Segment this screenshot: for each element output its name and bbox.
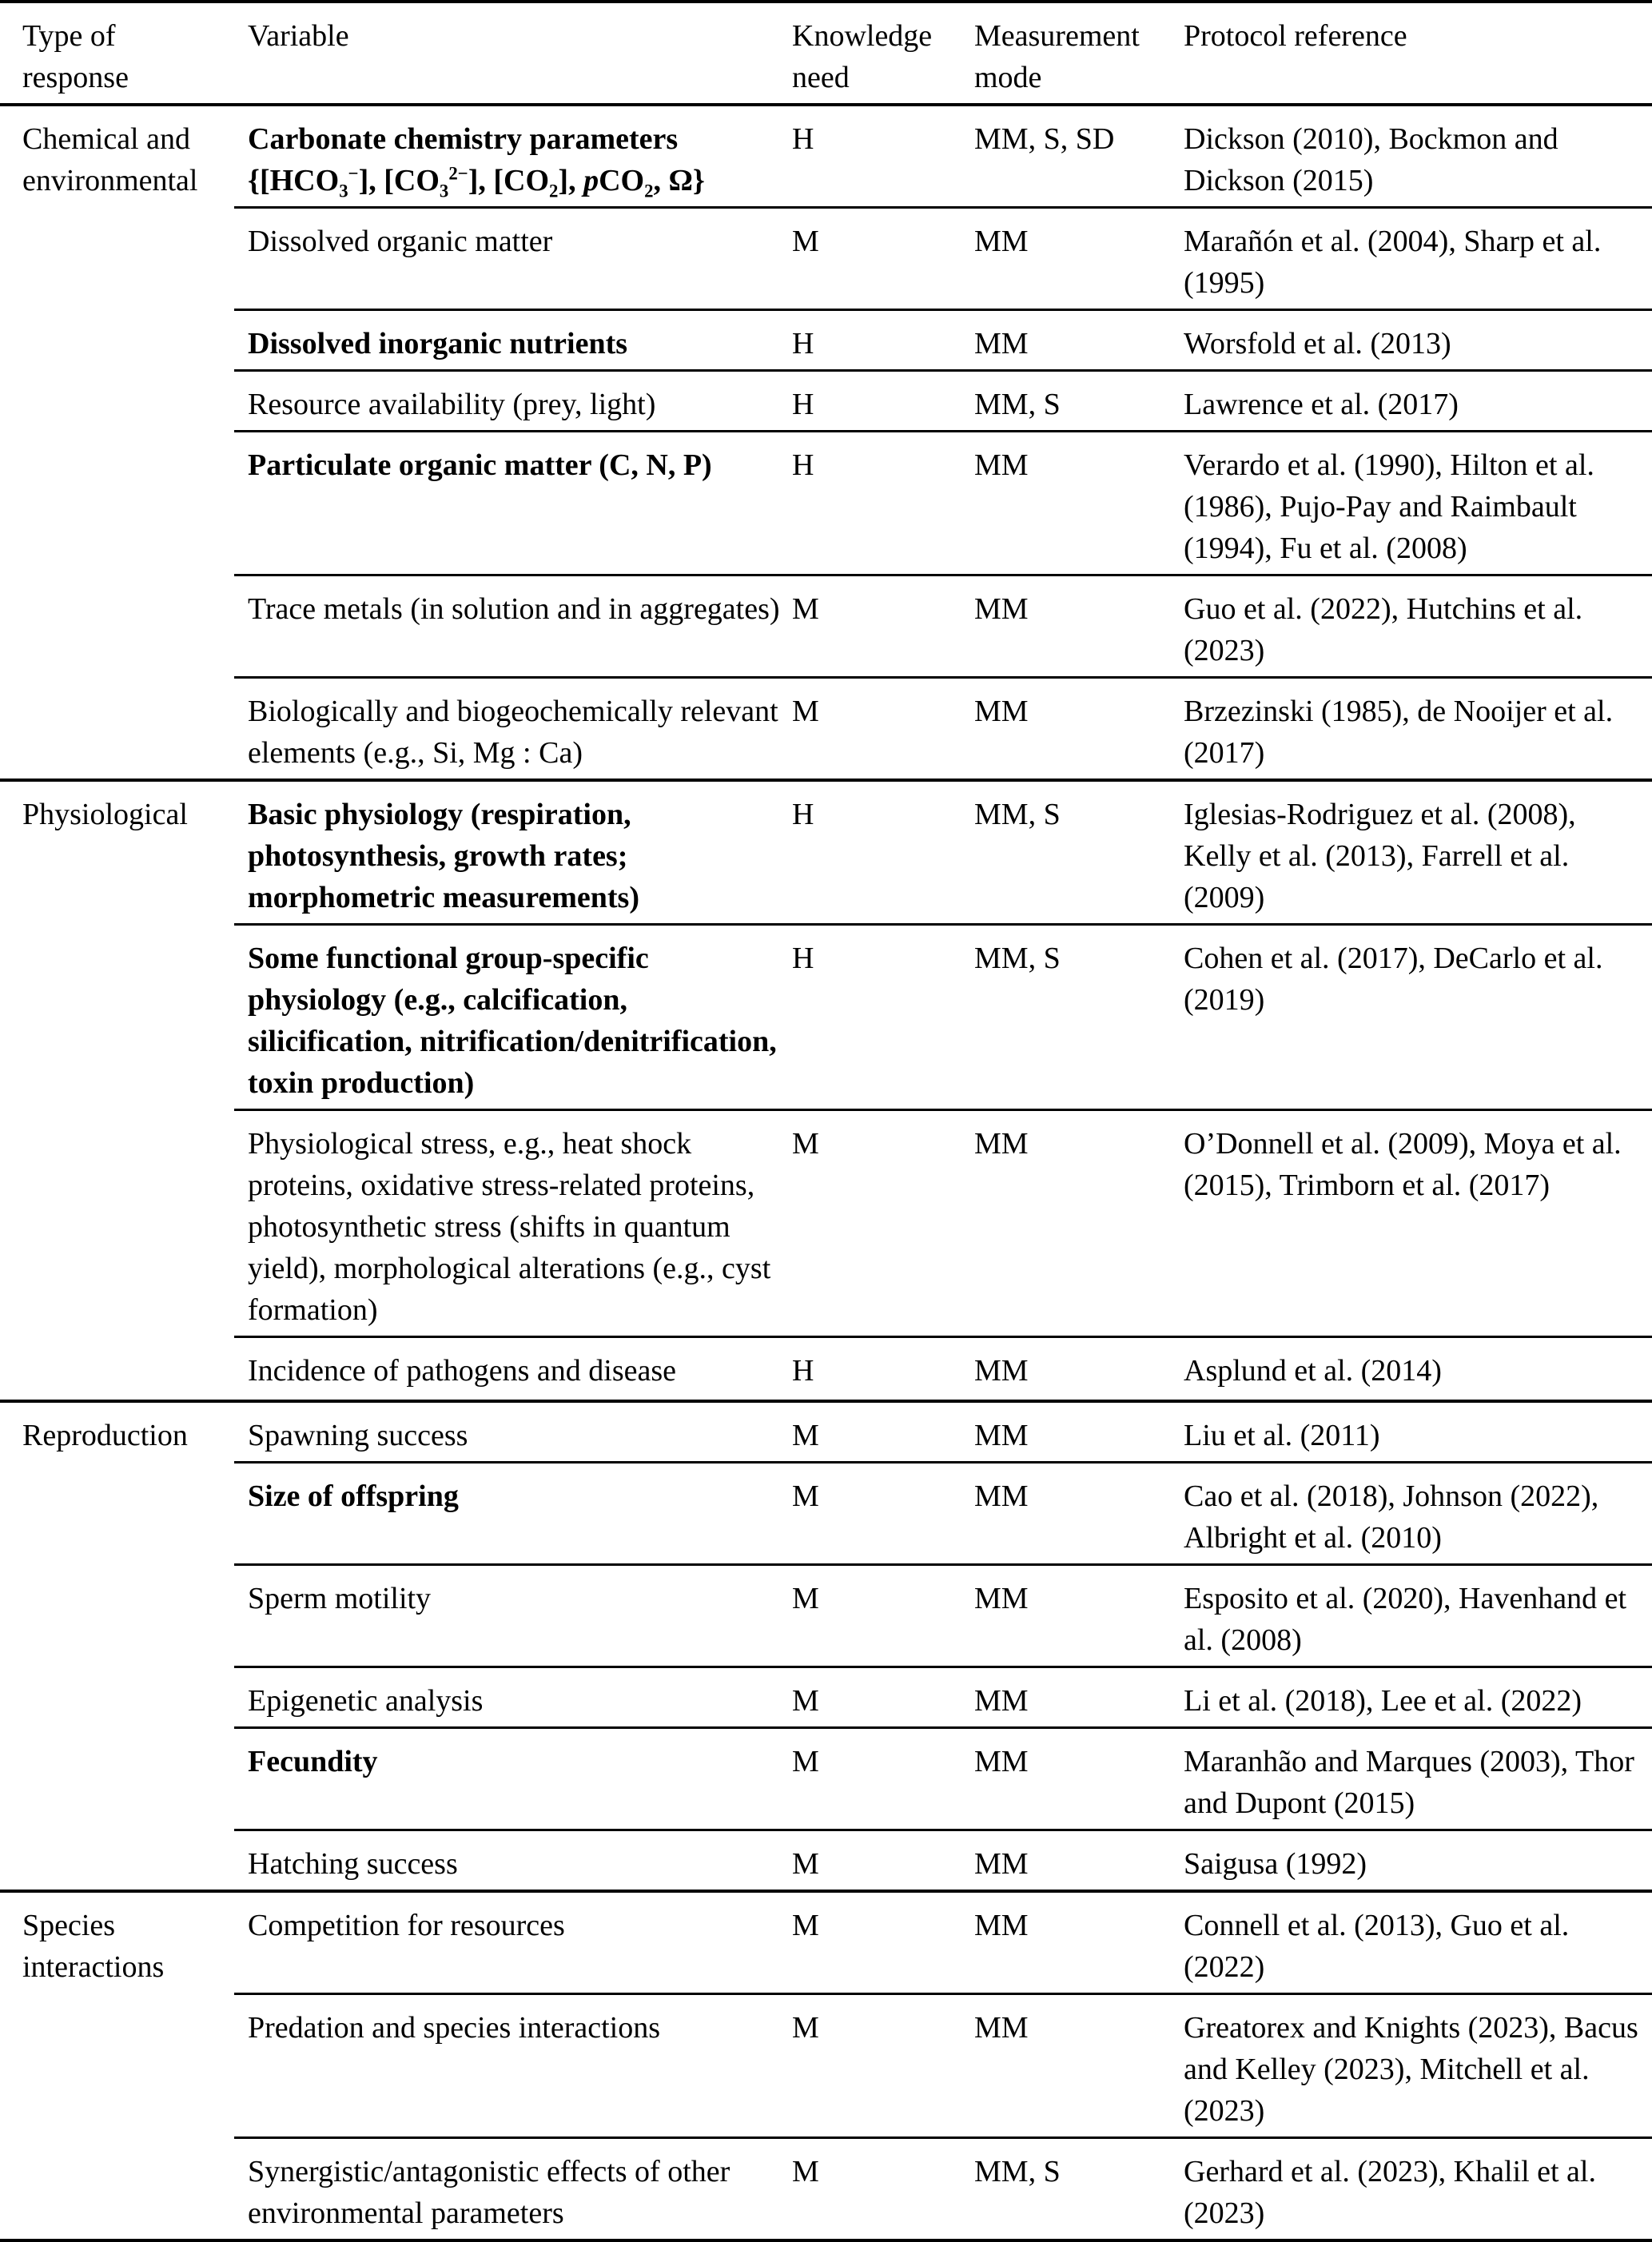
cell-variable: Basic physiology (respiration, photosynthesis, growth rates; morphometric measurements) bbox=[234, 780, 792, 925]
table-row bbox=[0, 1830, 1652, 1891]
cell-knowledge-need: M bbox=[792, 208, 974, 310]
cell-knowledge-need: H bbox=[792, 1337, 974, 1401]
cell-knowledge-need: M bbox=[792, 1110, 974, 1337]
table-row bbox=[0, 1462, 1652, 1564]
cell-variable: Physiological stress, e.g., heat shock proteins, oxidative stress-related proteins, photosynthetic stress (shifts in quantum yield), morphological alterations (e.g., cyst formation) bbox=[234, 1110, 792, 1337]
column-header-type-of-response: Type of response bbox=[0, 2, 234, 105]
cell-variable: Sperm motility bbox=[234, 1564, 792, 1667]
cell-protocol-reference: Connell et al. (2013), Guo et al. (2022) bbox=[1184, 1891, 1652, 1994]
cell-knowledge-need: H bbox=[792, 432, 974, 575]
cell-type-of-response bbox=[0, 1727, 234, 1830]
cell-measurement-mode: MM bbox=[974, 575, 1184, 678]
cell-type-of-response bbox=[0, 432, 234, 575]
cell-protocol-reference: Li et al. (2018), Lee et al. (2022) bbox=[1184, 1667, 1652, 1727]
table-row bbox=[0, 105, 1652, 208]
column-header-measurement-mode: Measurement mode bbox=[974, 2, 1184, 105]
cell-measurement-mode: MM bbox=[974, 1337, 1184, 1401]
cell-protocol-reference: Esposito et al. (2020), Havenhand et al. (2008) bbox=[1184, 1564, 1652, 1667]
cell-protocol-reference: Lawrence et al. (2017) bbox=[1184, 371, 1652, 432]
cell-variable: Dissolved organic matter bbox=[234, 208, 792, 310]
cell-measurement-mode: MM, S bbox=[974, 780, 1184, 925]
cell-type-of-response bbox=[0, 1830, 234, 1891]
cell-knowledge-need: M bbox=[792, 1891, 974, 1994]
cell-protocol-reference: Saigusa (1992) bbox=[1184, 1830, 1652, 1891]
table-row bbox=[0, 371, 1652, 432]
table-row bbox=[0, 575, 1652, 678]
cell-knowledge-need: H bbox=[792, 925, 974, 1110]
table-row bbox=[0, 1727, 1652, 1830]
cell-knowledge-need: M bbox=[792, 678, 974, 781]
cell-protocol-reference: Iglesias-Rodriguez et al. (2008), Kelly et al. (2013), Farrell et al. (2009) bbox=[1184, 780, 1652, 925]
cell-protocol-reference: Dickson (2010), Bockmon and Dickson (2015) bbox=[1184, 105, 1652, 208]
cell-variable: Dissolved inorganic nutrients bbox=[234, 310, 792, 371]
cell-measurement-mode: MM bbox=[974, 1993, 1184, 2137]
cell-type-of-response bbox=[0, 1337, 234, 1401]
cell-knowledge-need: M bbox=[792, 1830, 974, 1891]
cell-measurement-mode: MM, S, SD bbox=[974, 105, 1184, 208]
cell-measurement-mode: MM bbox=[974, 208, 1184, 310]
cell-measurement-mode: MM bbox=[974, 1401, 1184, 1463]
cell-measurement-mode: MM bbox=[974, 1891, 1184, 1994]
cell-measurement-mode: MM, S bbox=[974, 925, 1184, 1110]
table-row bbox=[0, 310, 1652, 371]
cell-protocol-reference: Gerhard et al. (2023), Khalil et al. (2023) bbox=[1184, 2137, 1652, 2240]
cell-type-of-response: Chemical and environmental bbox=[22, 122, 198, 197]
cell-type-of-response bbox=[0, 678, 234, 781]
cell-measurement-mode: MM bbox=[974, 678, 1184, 781]
cell-knowledge-need: M bbox=[792, 1462, 974, 1564]
cell-knowledge-need: H bbox=[792, 310, 974, 371]
table-row bbox=[0, 432, 1652, 575]
cell-variable: Fecundity bbox=[234, 1727, 792, 1830]
cell-variable: Incidence of pathogens and disease bbox=[234, 1337, 792, 1401]
cell-type-of-response: Reproduction bbox=[22, 1418, 188, 1452]
column-header-variable: Variable bbox=[234, 2, 792, 105]
table-row bbox=[0, 1891, 1652, 1994]
cell-protocol-reference: Worsfold et al. (2013) bbox=[1184, 310, 1652, 371]
cell-type-of-response bbox=[0, 575, 234, 678]
cell-variable: Trace metals (in solution and in aggregates) bbox=[234, 575, 792, 678]
cell-knowledge-need: M bbox=[792, 1993, 974, 2137]
cell-measurement-mode: MM, S bbox=[974, 371, 1184, 432]
cell-measurement-mode: MM, S bbox=[974, 2137, 1184, 2240]
cell-measurement-mode: MM bbox=[974, 432, 1184, 575]
cell-type-of-response bbox=[0, 208, 234, 310]
cell-type-of-response bbox=[0, 1667, 234, 1727]
cell-variable: Competition for resources bbox=[234, 1891, 792, 1994]
cell-variable: Spawning success bbox=[234, 1401, 792, 1463]
cell-measurement-mode: MM bbox=[974, 1462, 1184, 1564]
cell-type-of-response bbox=[0, 1564, 234, 1667]
cell-knowledge-need: M bbox=[792, 1727, 974, 1830]
table-row bbox=[0, 1993, 1652, 2137]
table-row bbox=[0, 2137, 1652, 2240]
cell-type-of-response bbox=[0, 371, 234, 432]
cell-measurement-mode: MM bbox=[974, 1667, 1184, 1727]
cell-protocol-reference: Verardo et al. (1990), Hilton et al. (1986), Pujo-Pay and Raimbault (1994), Fu et al. (2008) bbox=[1184, 432, 1652, 575]
cell-protocol-reference: Brzezinski (1985), de Nooijer et al. (2017) bbox=[1184, 678, 1652, 781]
column-header-protocol-reference: Protocol reference bbox=[1184, 2, 1652, 105]
cell-type-of-response bbox=[0, 1110, 234, 1337]
table-row bbox=[0, 925, 1652, 1110]
cell-type-of-response: Physiological bbox=[22, 798, 188, 831]
table-row bbox=[0, 1401, 1652, 1463]
cell-protocol-reference: O’Donnell et al. (2009), Moya et al. (2015), Trimborn et al. (2017) bbox=[1184, 1110, 1652, 1337]
cell-type-of-response: Species interactions bbox=[22, 1908, 165, 1984]
table-header bbox=[0, 2, 1652, 105]
cell-knowledge-need: M bbox=[792, 1667, 974, 1727]
cell-protocol-reference: Greatorex and Knights (2023), Bacus and Kelley (2023), Mitchell et al. (2023) bbox=[1184, 1993, 1652, 2137]
cell-variable: Carbonate chemistry parameters {$[HCO_3^-]$, $[CO_3^{2-}]$, $[CO_2]$, pCO$_2$, Ω} bbox=[234, 105, 792, 208]
column-header-knowledge-need: Knowledge need bbox=[792, 2, 974, 105]
cell-variable: Resource availability (prey, light) bbox=[234, 371, 792, 432]
cell-knowledge-need: H bbox=[792, 780, 974, 925]
cell-type-of-response bbox=[0, 925, 234, 1110]
cell-variable: Biologically and biogeochemically relevant elements (e.g., Si, Mg : Ca) bbox=[234, 678, 792, 781]
cell-type-of-response bbox=[0, 310, 234, 371]
cell-protocol-reference: Cohen et al. (2017), DeCarlo et al. (2019) bbox=[1184, 925, 1652, 1110]
cell-knowledge-need: M bbox=[792, 575, 974, 678]
table-row bbox=[0, 1337, 1652, 1401]
table-row bbox=[0, 208, 1652, 310]
cell-knowledge-need: H bbox=[792, 371, 974, 432]
cell-protocol-reference: Marañón et al. (2004), Sharp et al. (1995) bbox=[1184, 208, 1652, 310]
cell-variable: Epigenetic analysis bbox=[234, 1667, 792, 1727]
cell-measurement-mode: MM bbox=[974, 1564, 1184, 1667]
cell-protocol-reference: Maranhão and Marques (2003), Thor and Dupont (2015) bbox=[1184, 1727, 1652, 1830]
cell-variable: Size of offspring bbox=[234, 1462, 792, 1564]
table-row bbox=[0, 1110, 1652, 1337]
table-row bbox=[0, 1667, 1652, 1727]
cell-variable: Some functional group-specific physiology (e.g., calcification, silicification, nitrification/denitrification, toxin production) bbox=[234, 925, 792, 1110]
cell-knowledge-need: M bbox=[792, 1401, 974, 1463]
cell-type-of-response bbox=[0, 2137, 234, 2240]
cell-knowledge-need: M bbox=[792, 2137, 974, 2240]
table-row bbox=[0, 780, 1652, 925]
cell-measurement-mode: MM bbox=[974, 1110, 1184, 1337]
table-row bbox=[0, 1564, 1652, 1667]
header-row bbox=[0, 2, 1652, 105]
cell-measurement-mode: MM bbox=[974, 1727, 1184, 1830]
cell-variable: Synergistic/antagonistic effects of other environmental parameters bbox=[234, 2137, 792, 2240]
cell-variable: Predation and species interactions bbox=[234, 1993, 792, 2137]
cell-protocol-reference: Liu et al. (2011) bbox=[1184, 1401, 1652, 1463]
cell-variable: Hatching success bbox=[234, 1830, 792, 1891]
cell-knowledge-need: M bbox=[792, 1564, 974, 1667]
cell-knowledge-need: H bbox=[792, 105, 974, 208]
cell-variable: Particulate organic matter (C, N, P) bbox=[234, 432, 792, 575]
table-body bbox=[0, 105, 1652, 2240]
table-row bbox=[0, 678, 1652, 781]
cell-protocol-reference: Guo et al. (2022), Hutchins et al. (2023) bbox=[1184, 575, 1652, 678]
cell-type-of-response bbox=[0, 1462, 234, 1564]
cell-protocol-reference: Cao et al. (2018), Johnson (2022), Albright et al. (2010) bbox=[1184, 1462, 1652, 1564]
cell-measurement-mode: MM bbox=[974, 1830, 1184, 1891]
cell-protocol-reference: Asplund et al. (2014) bbox=[1184, 1337, 1652, 1401]
cell-measurement-mode: MM bbox=[974, 310, 1184, 371]
cell-type-of-response bbox=[0, 1993, 234, 2137]
